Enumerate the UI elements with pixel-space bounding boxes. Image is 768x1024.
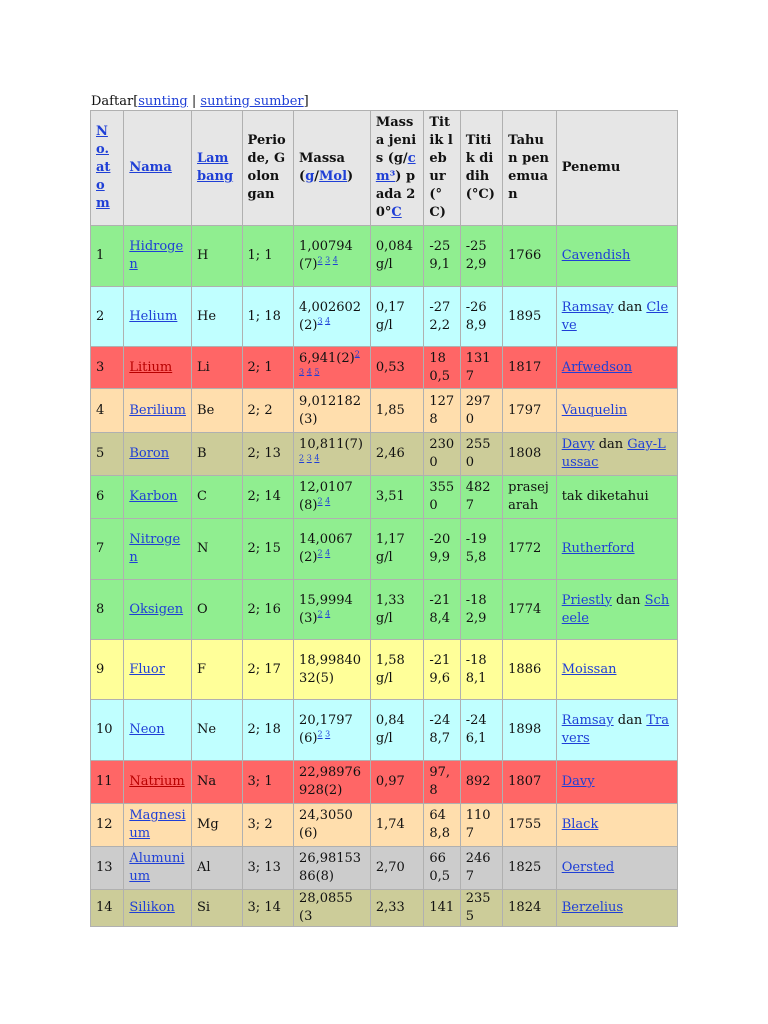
cell-discovery-year: 1895 — [503, 287, 557, 347]
cell-period-group: 3; 1 — [242, 761, 294, 804]
reference-link[interactable]: 4 — [332, 255, 338, 265]
cell-melting-point: -259,1 — [424, 226, 460, 287]
header-period-group: Periode, Golongan — [242, 111, 294, 226]
cell-atomic-number: 12 — [91, 804, 124, 847]
table-row — [91, 519, 678, 580]
cell-name[interactable] — [124, 433, 192, 476]
cell-mass — [294, 476, 371, 519]
cell-name[interactable] — [124, 804, 192, 847]
cell-name[interactable] — [124, 519, 192, 580]
element-name-link[interactable]: Silikon — [129, 900, 175, 915]
cell-boiling-point: 892 — [460, 761, 502, 804]
reference-link[interactable]: 2 — [317, 255, 323, 265]
cell-mass — [294, 433, 371, 476]
reference-link[interactable]: 3 — [299, 367, 305, 377]
cell-period-group: 3; 2 — [242, 804, 294, 847]
discoverer-text: dan — [613, 713, 647, 728]
discoverer-link[interactable]: Cleve — [561, 299, 669, 333]
discoverer-link[interactable]: Priestly — [561, 592, 612, 608]
mass-value: 20,1797(6) — [299, 713, 353, 746]
cell-boiling-point: 2467 — [460, 847, 502, 890]
edit-link[interactable]: sunting — [138, 94, 188, 109]
cell-density: 2,33 — [370, 890, 424, 927]
discoverer-text: tak diketahui — [561, 489, 649, 504]
cell-density: 1,58 g/l — [370, 640, 424, 700]
element-name-link[interactable]: Boron — [129, 446, 170, 461]
cell-density: 0,97 — [370, 761, 424, 804]
element-name-link[interactable]: Neon — [129, 722, 165, 737]
cell-discoverer — [556, 700, 677, 761]
cell-name[interactable] — [124, 761, 192, 804]
mass-value: 9,012182(3) — [299, 393, 362, 427]
cell-atomic-number: 7 — [91, 519, 124, 580]
cell-density: 0,84 g/l — [370, 700, 424, 761]
mass-value: 10,811(7) — [299, 437, 363, 452]
heading-text: Daftar — [91, 94, 134, 109]
element-name-link[interactable]: Fluor — [129, 661, 165, 677]
cell-density: 2,70 — [370, 847, 424, 890]
element-name-link[interactable]: Litium — [129, 359, 173, 375]
cell-symbol: He — [192, 287, 243, 347]
edit-source-link[interactable]: sunting sumber — [200, 94, 304, 109]
mass-value: 18,9984032(5) — [299, 652, 362, 686]
cell-symbol: B — [192, 433, 243, 476]
cell-discovery-year: 1825 — [503, 847, 557, 890]
cell-symbol: Mg — [192, 804, 243, 847]
discoverer-link[interactable]: Rutherford — [561, 541, 635, 556]
discoverer-link[interactable]: Berzelius — [561, 900, 624, 915]
cell-atomic-number: 13 — [91, 847, 124, 890]
header-density-at: pada 20° — [375, 169, 416, 220]
table-row — [91, 761, 678, 804]
cell-density: 0,53 — [370, 347, 424, 389]
cell-mass — [294, 287, 371, 347]
cell-discovery-year: 1898 — [503, 700, 557, 761]
cell-discovery-year: 1824 — [503, 890, 557, 927]
reference-group — [317, 316, 330, 325]
reference-link[interactable]: 2 — [299, 453, 305, 463]
discoverer-link[interactable]: Travers — [561, 713, 669, 746]
cell-mass — [294, 347, 371, 389]
table-row — [91, 226, 678, 287]
cell-melting-point: -209,9 — [424, 519, 460, 580]
header-density-close: ) — [395, 169, 402, 184]
cell-mass — [294, 640, 371, 700]
element-name-link[interactable]: Berilium — [129, 402, 186, 418]
table-row — [91, 580, 678, 640]
cell-melting-point: 180,5 — [424, 347, 460, 389]
reference-group — [317, 730, 330, 739]
discoverer-link[interactable]: Gay-Lussac — [561, 437, 666, 470]
cell-atomic-number: 8 — [91, 580, 124, 640]
discoverer-link[interactable]: Vauquelin — [561, 402, 628, 418]
cell-density: 1,17 g/l — [370, 519, 424, 580]
reference-link[interactable]: 4 — [325, 609, 331, 619]
heading-separator: | — [187, 94, 201, 109]
reference-link[interactable]: 5 — [314, 367, 320, 377]
cell-discovery-year: 1766 — [503, 226, 557, 287]
cell-boiling-point: -182,9 — [460, 580, 502, 640]
reference-link[interactable]: 2 — [317, 609, 323, 619]
cell-name[interactable] — [124, 580, 192, 640]
cell-atomic-number: 11 — [91, 761, 124, 804]
header-no-link[interactable]: No. atom — [96, 124, 111, 211]
header-discoverer: Penemu — [556, 111, 677, 226]
cell-boiling-point: 4827 — [460, 476, 502, 519]
cell-boiling-point: 1107 — [460, 804, 502, 847]
cell-atomic-number: 4 — [91, 389, 124, 433]
cell-discoverer — [556, 476, 677, 519]
discoverer-link[interactable]: Davy — [561, 437, 595, 452]
cell-period-group: 1; 18 — [242, 287, 294, 347]
reference-group — [317, 549, 330, 558]
cell-atomic-number: 14 — [91, 890, 124, 927]
mass-value: 24,3050(6) — [299, 808, 353, 841]
reference-link[interactable]: 3 — [306, 453, 312, 463]
cell-discoverer — [556, 761, 677, 804]
header-boiling: Titik didih (°C) — [460, 111, 502, 226]
table-row — [91, 640, 678, 700]
element-name-link[interactable]: Hidrogen — [129, 239, 184, 272]
reference-link[interactable]: 4 — [325, 316, 331, 326]
cell-mass — [294, 890, 371, 927]
discoverer-text: dan — [594, 437, 628, 452]
header-mass-label: Massa — [299, 151, 345, 166]
cell-discoverer — [556, 890, 677, 927]
cell-melting-point: 660,5 — [424, 847, 460, 890]
cell-boiling-point: 2970 — [460, 389, 502, 433]
cell-discovery-year: 1808 — [503, 433, 557, 476]
reference-link[interactable]: 3 — [325, 255, 331, 265]
cell-discoverer — [556, 640, 677, 700]
table-row — [91, 804, 678, 847]
cell-discovery-year: 1797 — [503, 389, 557, 433]
cell-discoverer — [556, 580, 677, 640]
discoverer-text: dan — [613, 299, 647, 315]
cell-symbol: Al — [192, 847, 243, 890]
header-melting: Titik lebur (°C) — [424, 111, 460, 226]
bracket-open: [ — [133, 94, 139, 109]
reference-group — [317, 256, 337, 265]
cm3-link[interactable]: cm³ — [375, 151, 416, 184]
element-name-link[interactable]: Oksigen — [129, 601, 184, 617]
cell-density: 1,85 — [370, 389, 424, 433]
reference-group — [317, 497, 330, 506]
cell-symbol: Si — [192, 890, 243, 927]
cell-period-group: 2; 16 — [242, 580, 294, 640]
cell-atomic-number: 6 — [91, 476, 124, 519]
cell-name[interactable] — [124, 226, 192, 287]
cell-name[interactable] — [124, 389, 192, 433]
reference-link[interactable]: 3 — [325, 729, 331, 739]
cell-discovery-year: 1772 — [503, 519, 557, 580]
reference-link[interactable]: 4 — [325, 548, 331, 558]
reference-group — [317, 609, 330, 618]
table-row — [91, 847, 678, 890]
discoverer-link[interactable]: Oersted — [561, 860, 615, 875]
cell-discovery-year: 1817 — [503, 347, 557, 389]
cell-mass — [294, 761, 371, 804]
reference-link[interactable]: 2 — [317, 729, 323, 739]
cell-mass — [294, 804, 371, 847]
cell-period-group: 3; 13 — [242, 847, 294, 890]
element-name-link[interactable]: Natrium — [129, 774, 185, 789]
cell-symbol: H — [192, 226, 243, 287]
cell-melting-point: 2300 — [424, 433, 460, 476]
header-year: Tahun penemuan — [503, 111, 557, 226]
cell-discovery-year: 1755 — [503, 804, 557, 847]
cell-mass — [294, 700, 371, 761]
cell-name[interactable] — [124, 476, 192, 519]
cell-period-group: 2; 2 — [242, 389, 294, 433]
mass-value: 28,0855(3 — [299, 891, 353, 924]
cell-boiling-point: 2550 — [460, 433, 502, 476]
cell-melting-point: 141 — [424, 890, 460, 927]
cell-symbol: Be — [192, 389, 243, 433]
mass-value: 26,9815386(8) — [299, 851, 362, 884]
cell-discovery-year: 1774 — [503, 580, 557, 640]
header-mass-slash: / — [314, 169, 320, 184]
header-mass-paren: ( — [299, 169, 306, 184]
cell-discoverer — [556, 847, 677, 890]
cell-name[interactable] — [124, 890, 192, 927]
cell-name[interactable] — [124, 347, 192, 389]
cell-melting-point: -248,7 — [424, 700, 460, 761]
cell-period-group: 2; 15 — [242, 519, 294, 580]
cell-boiling-point: -188,1 — [460, 640, 502, 700]
mass-value: 15,9994(3) — [299, 592, 353, 626]
bracket-close: ] — [303, 94, 309, 109]
mol-link[interactable]: Mol — [319, 169, 348, 184]
cell-discoverer — [556, 347, 677, 389]
element-name-link[interactable]: Karbon — [129, 489, 178, 504]
discoverer-link[interactable]: Black — [561, 817, 599, 832]
reference-group — [299, 454, 319, 463]
cell-symbol: O — [192, 580, 243, 640]
reference-link[interactable]: 2 — [354, 349, 360, 359]
discoverer-link[interactable]: Moissan — [561, 661, 617, 677]
mass-value: 22,98976928(2) — [299, 765, 362, 798]
cell-boiling-point: -246,1 — [460, 700, 502, 761]
cell-boiling-point: 1317 — [460, 347, 502, 389]
cell-melting-point: 1278 — [424, 389, 460, 433]
cell-period-group: 3; 14 — [242, 890, 294, 927]
mass-value: 1,00794(7) — [299, 239, 353, 272]
header-name-link[interactable]: Nama — [129, 160, 172, 175]
cell-melting-point: 648,8 — [424, 804, 460, 847]
element-name-link[interactable]: Magnesium — [129, 808, 186, 841]
mass-value: 12,0107(8) — [299, 480, 353, 513]
cell-symbol: C — [192, 476, 243, 519]
cell-mass — [294, 847, 371, 890]
cell-name[interactable] — [124, 700, 192, 761]
element-name-link[interactable]: Helium — [129, 308, 178, 324]
celsius-link[interactable]: C — [391, 205, 402, 220]
cell-melting-point: -272,2 — [424, 287, 460, 347]
cell-period-group: 2; 13 — [242, 433, 294, 476]
cell-period-group: 2; 17 — [242, 640, 294, 700]
gram-link[interactable]: g — [305, 169, 315, 184]
mass-value: 14,0067(2) — [299, 532, 353, 565]
cell-name[interactable] — [124, 287, 192, 347]
cell-mass — [294, 226, 371, 287]
cell-mass — [294, 389, 371, 433]
cell-melting-point: 97,8 — [424, 761, 460, 804]
cell-mass — [294, 580, 371, 640]
cell-boiling-point: -252,9 — [460, 226, 502, 287]
cell-period-group: 2; 18 — [242, 700, 294, 761]
cell-discoverer — [556, 389, 677, 433]
header-mass-paren-close: ) — [347, 169, 354, 184]
header-density-label: Massa jenis — [375, 115, 417, 166]
reference-link[interactable]: 4 — [325, 496, 331, 506]
cell-symbol: Na — [192, 761, 243, 804]
cell-symbol: Li — [192, 347, 243, 389]
table-row — [91, 890, 678, 927]
cell-discoverer — [556, 287, 677, 347]
cell-period-group: 2; 14 — [242, 476, 294, 519]
discoverer-link[interactable]: Scheele — [561, 592, 670, 626]
cell-atomic-number: 2 — [91, 287, 124, 347]
header-density — [370, 111, 424, 226]
header-no[interactable] — [91, 111, 124, 226]
table-body — [91, 226, 678, 927]
cell-discoverer — [556, 804, 677, 847]
cell-boiling-point: -268,9 — [460, 287, 502, 347]
table-row — [91, 287, 678, 347]
cell-density: 1,74 — [370, 804, 424, 847]
table-row — [91, 433, 678, 476]
cell-boiling-point: -195,8 — [460, 519, 502, 580]
cell-discoverer — [556, 519, 677, 580]
element-name-link[interactable]: Alumunium — [129, 851, 185, 884]
cell-boiling-point: 2355 — [460, 890, 502, 927]
reference-link[interactable]: 3 — [317, 316, 323, 326]
cell-melting-point: -218,4 — [424, 580, 460, 640]
cell-atomic-number: 10 — [91, 700, 124, 761]
cell-atomic-number: 5 — [91, 433, 124, 476]
reference-link[interactable]: 4 — [314, 453, 320, 463]
section-heading — [91, 93, 309, 111]
discoverer-link[interactable]: Davy — [561, 774, 595, 789]
table-row — [91, 476, 678, 519]
cell-discoverer — [556, 226, 677, 287]
cell-symbol: N — [192, 519, 243, 580]
header-mass — [294, 111, 371, 226]
discoverer-link[interactable]: Arfwedson — [561, 359, 633, 375]
cell-period-group: 2; 1 — [242, 347, 294, 389]
cell-density: 1,33 g/l — [370, 580, 424, 640]
table-row — [91, 347, 678, 389]
cell-period-group: 1; 1 — [242, 226, 294, 287]
cell-atomic-number: 1 — [91, 226, 124, 287]
cell-atomic-number: 3 — [91, 347, 124, 389]
cell-melting-point: -219,6 — [424, 640, 460, 700]
header-name[interactable] — [124, 111, 192, 226]
reference-link[interactable]: 4 — [306, 367, 312, 377]
mass-value: 4,002602(2) — [299, 299, 362, 333]
cell-name[interactable] — [124, 847, 192, 890]
discoverer-text: dan — [611, 592, 645, 608]
discoverer-link[interactable]: Cavendish — [561, 248, 631, 263]
reference-link[interactable]: 2 — [317, 548, 323, 558]
cell-melting-point: 3550 — [424, 476, 460, 519]
cell-symbol: Ne — [192, 700, 243, 761]
cell-discoverer — [556, 433, 677, 476]
header-symbol[interactable] — [192, 111, 243, 226]
cell-density: 3,51 — [370, 476, 424, 519]
cell-discovery-year: 1886 — [503, 640, 557, 700]
cell-density: 0,084 g/l — [370, 226, 424, 287]
cell-density: 0,17 g/l — [370, 287, 424, 347]
table-row — [91, 700, 678, 761]
elements-table — [90, 110, 678, 927]
cell-symbol: F — [192, 640, 243, 700]
cell-discovery-year: prasejarah — [503, 476, 557, 519]
header-row — [91, 111, 678, 226]
cell-mass — [294, 519, 371, 580]
header-density-open: (g/ — [387, 151, 408, 166]
table-row — [91, 389, 678, 433]
cell-atomic-number: 9 — [91, 640, 124, 700]
cell-name[interactable] — [124, 640, 192, 700]
discoverer-link[interactable]: Ramsay — [561, 713, 614, 728]
reference-link[interactable]: 2 — [317, 496, 323, 506]
element-name-link[interactable]: Nitrogen — [129, 532, 181, 565]
discoverer-link[interactable]: Ramsay — [561, 299, 614, 315]
mass-value: 6,941(2) — [299, 350, 355, 366]
cell-discovery-year: 1807 — [503, 761, 557, 804]
header-symbol-link[interactable]: Lambang — [197, 151, 234, 184]
cell-density: 2,46 — [370, 433, 424, 476]
